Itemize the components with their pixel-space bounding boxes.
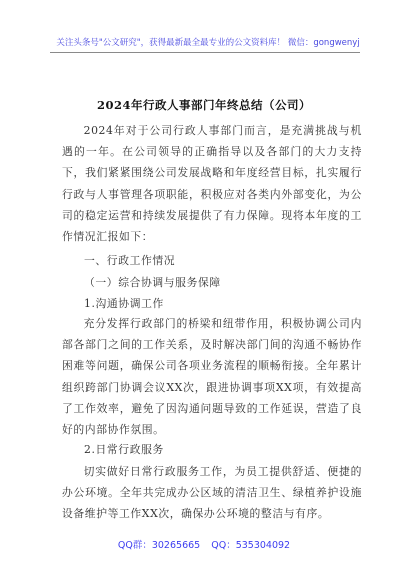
footer-qq-group: QQ群：30265665 [117, 540, 201, 551]
item-heading-daily-service: 2.日常行政服务 [84, 443, 164, 456]
section-heading: 一、行政工作情况 [84, 254, 176, 267]
intro-paragraph: 2024年对于公司行政人事部门而言，是充满挑战与机遇的一年。在公司领导的正确指导以及各部门的大力支持下，我们紧紧围绕公司发展战略和年度经营目标，扎实履行行政与人事管理各项职能，积极应对各类内外部变化，为公司的稳定运营和持续发展提供了有力保障。现将本年度的工作情况汇报如下： [62, 124, 362, 244]
daily-service-paragraph: 切实做好日常行政服务工作，为员工提供舒适、便捷的办公环境。全年共完成办公区域的清洁卫生、绿植养护设施设备维护等工作XX次，确保办公环境的整洁与有序。 [62, 465, 362, 521]
subsection-heading: （一）综合协调与服务保障 [84, 276, 221, 289]
document-title: 2024年行政人事部门年终总结（公司） [96, 98, 311, 112]
communication-paragraph: 充分发挥行政部门的桥梁和纽带作用，积极协调公司内部各部门之间的工作关系，及时解决部门间的沟通不畅协作困难等问题，确保公司各项业务流程的顺畅衔接。全年累计组织跨部门协调会议XX次，跟进协调事项XX项，有效提高了工作效率，避免了因沟通问题导致的工作延误，营造了良好的内部协作氛围。 [62, 317, 362, 437]
header-note: 关注头条号"公文研究"，获得最新最全最专业的公文资料库！ 微信：gongwenyj [56, 38, 360, 48]
footer-contacts [0, 537, 408, 551]
item-heading-communication: 1.沟通协调工作 [84, 297, 164, 310]
footer-qq: QQ：535304092 [211, 540, 291, 551]
header-divider [50, 52, 360, 53]
